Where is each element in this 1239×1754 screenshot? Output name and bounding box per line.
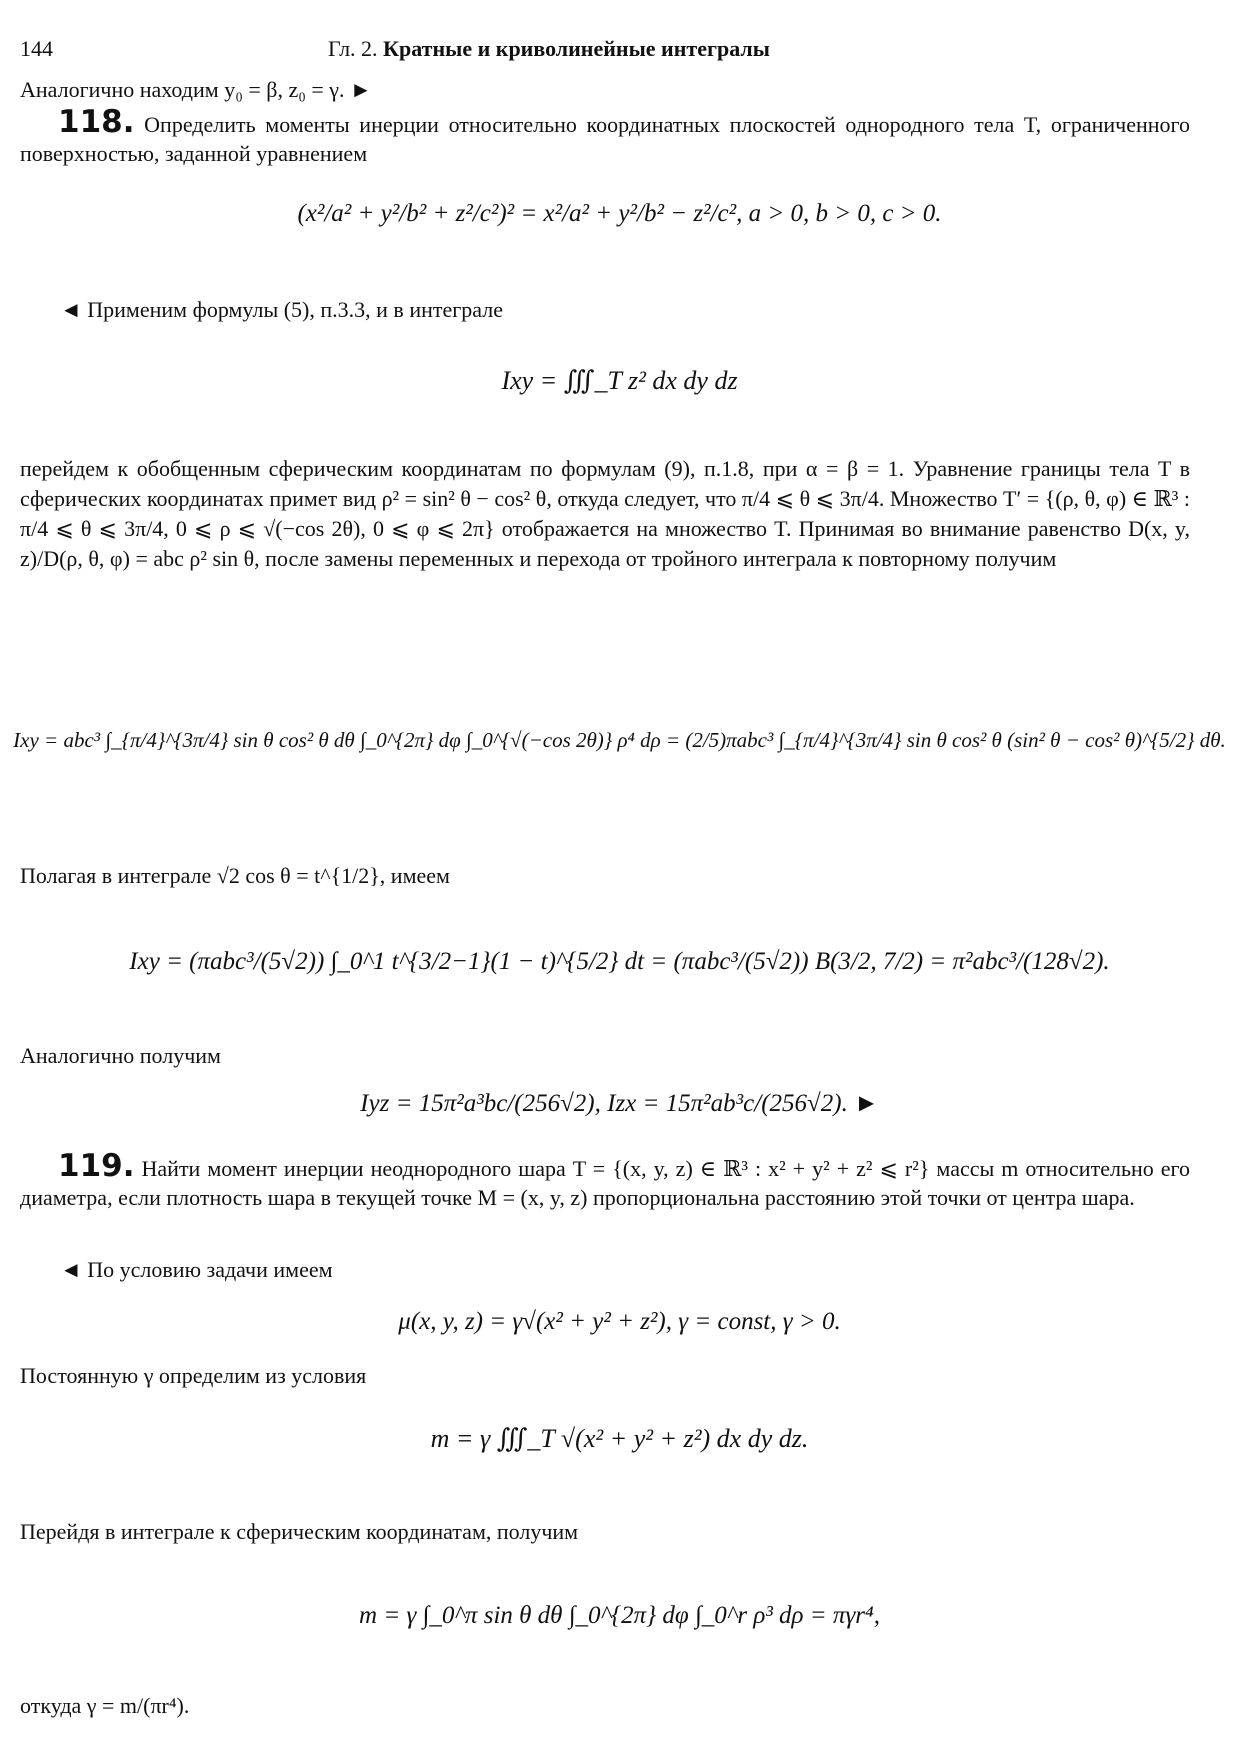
- text-analogous: Аналогично находим y₀ = β, z₀ = γ. ►: [20, 77, 372, 102]
- equation-iyz-izx: [0, 1090, 1239, 1118]
- text-line-analogous: [20, 76, 372, 104]
- text-constant: Постоянную γ определим из условия: [20, 1363, 367, 1388]
- equation-ixy-triple: [0, 366, 1239, 396]
- page-number-text: 144: [20, 36, 53, 61]
- text-line-substitution: [20, 862, 450, 890]
- text-line-constant: [20, 1362, 366, 1390]
- problem-number-119: 119.: [58, 1148, 135, 1184]
- text-line-spherical: [20, 1518, 578, 1546]
- problem-119-statement: Найти момент инерции неоднородного шара T = {(x, y, z) ∈ ℝ³ : x² + y² + z² ⩽ r²} массы m относительно его диаметра, если плотность шара в текущей точке M = (x, y, z) пропорциональна расстоянию этой точки от центра шара.: [20, 1156, 1190, 1210]
- equation-ixy-iterated-text: Ixy = abc³ ∫_{π/4}^{3π/4} sin θ cos² θ dθ ∫_0^{2π} dφ ∫_0^{√(−cos 2θ)} ρ⁴ dρ = (2/5)πabc³ ∫_{π/4}^{3π/4} sin θ cos² θ (sin² θ − cos² θ)^{5/2} dθ.: [13, 728, 1226, 752]
- equation-surface-text: (x²/a² + y²/b² + z²/c²)² = x²/a² + y²/b² − z²/c², a > 0, b > 0, c > 0.: [297, 200, 942, 227]
- text-line-whence: [20, 1692, 189, 1720]
- paragraph-spherical: [20, 454, 1190, 574]
- page-number: [20, 36, 53, 62]
- equation-mass-iterated-text: m = γ ∫_0^π sin θ dθ ∫_0^{2π} dφ ∫_0^r ρ³ dρ = πγr⁴,: [359, 1602, 880, 1629]
- equation-density: [0, 1308, 1239, 1336]
- problem-number-118: 118.: [58, 104, 135, 140]
- running-header: [328, 36, 770, 62]
- text-whence: откуда γ = m/(πr⁴).: [20, 1693, 190, 1718]
- paragraph-spherical-text: перейдем к обобщенным сферическим координатам по формулам (9), п.1.8, при α = β = 1. Уравнение границы тела T в сферических координатах примет вид ρ² = sin² θ − cos² θ, откуда следует, что π/4 ⩽ θ ⩽ 3π/4. Множество T′ = {(ρ, θ, φ) ∈ ℝ³ : π/4 ⩽ θ ⩽ 3π/4, 0 ⩽ ρ ⩽ √(−cos 2θ), 0 ⩽ φ ⩽ 2π} отображается на множество T. Принимая во внимание равенство D(x, y, z)/D(ρ, θ, φ) = abc ρ² sin θ, после замены переменных и перехода от тройного интеграла к повторному получим: [20, 456, 1190, 571]
- equation-mass-triple-text: m = γ ∭_T √(x² + y² + z²) dx dy dz.: [430, 1424, 809, 1453]
- equation-density-text: μ(x, y, z) = γ√(x² + y² + z²), γ = const, γ > 0.: [398, 1308, 841, 1335]
- chapter-prefix: Гл. 2.: [328, 36, 378, 61]
- text-similarly: Аналогично получим: [20, 1043, 221, 1068]
- text-by-condition: ◄ По условию задачи имеем: [60, 1257, 333, 1282]
- equation-surface: [0, 200, 1239, 228]
- equation-mass-iterated: [0, 1602, 1239, 1630]
- equation-ixy-iterated: [0, 728, 1239, 753]
- text-line-apply-formulas: [60, 296, 503, 324]
- equation-ixy-triple-text: Ixy = ∭_T z² dx dy dz: [501, 366, 738, 395]
- chapter-title: Кратные и криволинейные интегралы: [383, 36, 770, 61]
- equation-ixy-beta-text: Ixy = (πabc³/(5√2)) ∫_0^1 t^{3/2−1}(1 − t)^{5/2} dt = (πabc³/(5√2)) B(3/2, 7/2) = π²abc³/(128√2).: [129, 948, 1110, 975]
- problem-118-statement: Определить моменты инерции относительно координатных плоскостей однородного тела T, ограниченного поверхностью, заданной уравнением: [20, 112, 1191, 166]
- text-substitution: Полагая в интеграле √2 cos θ = t^{1/2}, имеем: [20, 863, 450, 888]
- equation-ixy-beta: [0, 948, 1239, 976]
- problem-119: [20, 1148, 1190, 1212]
- text-apply-formulas: ◄ Применим формулы (5), п.3.3, и в интеграле: [60, 297, 503, 322]
- equation-mass-triple: [0, 1424, 1239, 1454]
- problem-118: [20, 104, 1191, 168]
- equation-iyz-izx-text: Iyz = 15π²a³bc/(256√2), Izx = 15π²ab³c/(256√2). ►: [360, 1090, 879, 1117]
- text-line-similarly: [20, 1042, 221, 1070]
- text-spherical: Перейдя в интеграле к сферическим координатам, получим: [20, 1519, 579, 1544]
- text-line-by-condition: [60, 1256, 333, 1284]
